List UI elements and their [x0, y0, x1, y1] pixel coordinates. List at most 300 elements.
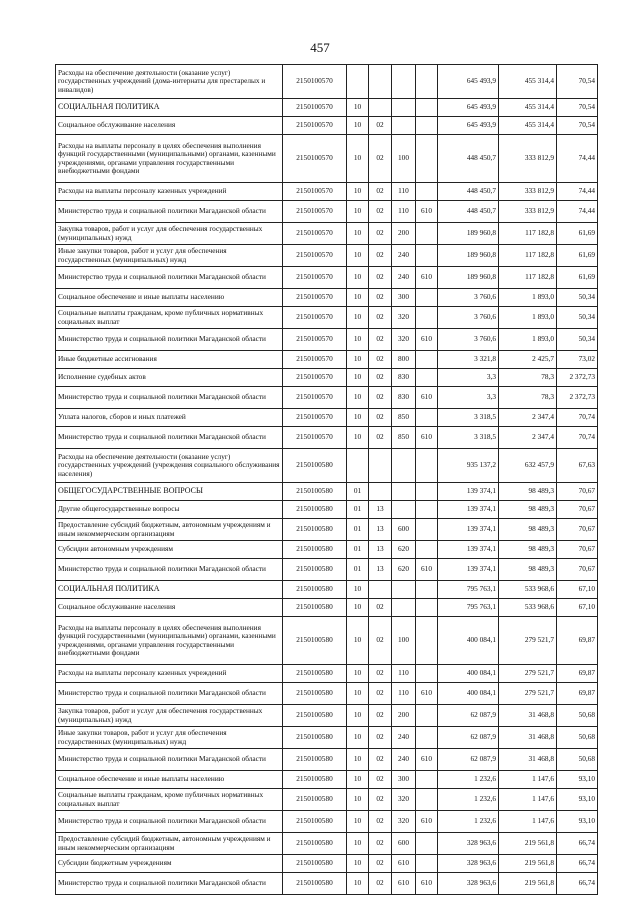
row-name: СОЦИАЛЬНАЯ ПОЛИТИКА	[56, 99, 283, 117]
row-subsection	[369, 65, 392, 99]
row-execution-percent: 2 372,73	[557, 387, 598, 409]
row-expense-type	[392, 599, 416, 617]
row-subsection: 02	[369, 183, 392, 201]
table-row	[56, 665, 598, 683]
row-name: Иные бюджетные ассигнования	[56, 351, 283, 369]
row-execution-percent: 61,69	[557, 223, 598, 245]
row-expense-type	[392, 581, 416, 599]
row-name: Министерство труда и социальной политики Магаданской области	[56, 749, 283, 771]
row-expense-type: 610	[392, 873, 416, 895]
row-name: СОЦИАЛЬНАЯ ПОЛИТИКА	[56, 581, 283, 599]
row-subsection: 02	[369, 201, 392, 223]
row-target-code: 2150100570	[283, 201, 347, 223]
row-subsection: 02	[369, 617, 392, 665]
row-section: 10	[347, 329, 369, 351]
table-row	[56, 501, 598, 519]
row-execution-percent: 70,67	[557, 519, 598, 541]
row-administrator: 610	[416, 811, 438, 833]
row-section: 10	[347, 665, 369, 683]
row-target-code: 2150100570	[283, 427, 347, 449]
row-subsection: 13	[369, 519, 392, 541]
row-executed-amount: 98 489,3	[499, 501, 557, 519]
row-target-code: 2150100580	[283, 617, 347, 665]
row-administrator	[416, 519, 438, 541]
row-executed-amount: 219 561,8	[499, 833, 557, 855]
table-row	[56, 223, 598, 245]
row-execution-percent: 50,68	[557, 705, 598, 727]
row-execution-percent: 66,74	[557, 833, 598, 855]
row-execution-percent: 69,87	[557, 683, 598, 705]
row-execution-percent: 74,44	[557, 135, 598, 183]
row-section: 10	[347, 223, 369, 245]
row-target-code: 2150100570	[283, 369, 347, 387]
row-target-code: 2150100570	[283, 409, 347, 427]
row-planned-amount: 328 963,6	[438, 833, 499, 855]
table-row	[56, 771, 598, 789]
row-target-code: 2150100580	[283, 483, 347, 501]
row-name: Иные закупки товаров, работ и услуг для обеспечения государственных (муниципальных) нужд	[56, 245, 283, 267]
row-planned-amount: 3,3	[438, 387, 499, 409]
row-administrator: 610	[416, 683, 438, 705]
row-executed-amount: 455 314,4	[499, 99, 557, 117]
row-subsection: 13	[369, 559, 392, 581]
table-row	[56, 483, 598, 501]
row-executed-amount: 279 521,7	[499, 665, 557, 683]
row-expense-type: 610	[392, 855, 416, 873]
row-planned-amount: 139 374,1	[438, 483, 499, 501]
row-execution-percent: 70,67	[557, 541, 598, 559]
row-execution-percent: 93,10	[557, 771, 598, 789]
row-name: Министерство труда и социальной политики Магаданской области	[56, 329, 283, 351]
row-section: 10	[347, 599, 369, 617]
row-expense-type: 850	[392, 409, 416, 427]
row-target-code: 2150100580	[283, 727, 347, 749]
row-section: 10	[347, 833, 369, 855]
row-planned-amount: 3 760,6	[438, 307, 499, 329]
row-target-code: 2150100580	[283, 559, 347, 581]
row-executed-amount: 533 968,6	[499, 581, 557, 599]
row-expense-type: 320	[392, 329, 416, 351]
row-target-code: 2150100580	[283, 873, 347, 895]
table-row	[56, 65, 598, 99]
row-subsection	[369, 449, 392, 483]
row-planned-amount: 139 374,1	[438, 541, 499, 559]
row-execution-percent: 66,74	[557, 873, 598, 895]
row-section	[347, 449, 369, 483]
row-planned-amount: 448 450,7	[438, 201, 499, 223]
row-expense-type: 240	[392, 727, 416, 749]
row-section: 10	[347, 99, 369, 117]
row-planned-amount: 139 374,1	[438, 501, 499, 519]
row-section: 01	[347, 483, 369, 501]
row-execution-percent: 67,63	[557, 449, 598, 483]
row-expense-type: 200	[392, 705, 416, 727]
row-planned-amount: 1 232,6	[438, 811, 499, 833]
row-target-code: 2150100580	[283, 683, 347, 705]
table-row	[56, 409, 598, 427]
row-expense-type: 300	[392, 771, 416, 789]
row-execution-percent: 50,34	[557, 329, 598, 351]
row-execution-percent: 69,87	[557, 665, 598, 683]
row-name: ОБЩЕГОСУДАРСТВЕННЫЕ ВОПРОСЫ	[56, 483, 283, 501]
row-name: Министерство труда и социальной политики Магаданской области	[56, 267, 283, 289]
row-subsection: 02	[369, 771, 392, 789]
row-subsection: 02	[369, 409, 392, 427]
row-section: 10	[347, 245, 369, 267]
row-planned-amount: 645 493,9	[438, 99, 499, 117]
row-expense-type: 110	[392, 665, 416, 683]
row-executed-amount: 333 812,9	[499, 201, 557, 223]
row-section: 10	[347, 307, 369, 329]
row-expense-type: 110	[392, 201, 416, 223]
table-row	[56, 307, 598, 329]
row-target-code: 2150100570	[283, 183, 347, 201]
row-planned-amount: 139 374,1	[438, 559, 499, 581]
row-executed-amount: 2 347,4	[499, 409, 557, 427]
row-executed-amount: 78,3	[499, 369, 557, 387]
row-name: Субсидии бюджетным учреждениям	[56, 855, 283, 873]
table-row	[56, 789, 598, 811]
row-subsection: 02	[369, 223, 392, 245]
table-row	[56, 581, 598, 599]
row-section: 10	[347, 811, 369, 833]
table-row	[56, 855, 598, 873]
row-executed-amount: 2 425,7	[499, 351, 557, 369]
row-administrator: 610	[416, 873, 438, 895]
row-administrator	[416, 771, 438, 789]
row-section: 10	[347, 727, 369, 749]
row-section: 10	[347, 267, 369, 289]
row-expense-type	[392, 117, 416, 135]
row-execution-percent: 70,54	[557, 117, 598, 135]
row-section: 10	[347, 387, 369, 409]
budget-table	[55, 64, 598, 895]
row-target-code: 2150100570	[283, 99, 347, 117]
row-expense-type: 620	[392, 541, 416, 559]
row-executed-amount: 219 561,8	[499, 873, 557, 895]
row-target-code: 2150100570	[283, 289, 347, 307]
table-row	[56, 541, 598, 559]
row-executed-amount: 1 147,6	[499, 771, 557, 789]
row-execution-percent: 67,10	[557, 581, 598, 599]
row-administrator	[416, 833, 438, 855]
table-row	[56, 329, 598, 351]
row-administrator	[416, 449, 438, 483]
row-section: 10	[347, 351, 369, 369]
row-target-code: 2150100580	[283, 519, 347, 541]
row-subsection: 02	[369, 267, 392, 289]
row-executed-amount: 98 489,3	[499, 541, 557, 559]
row-name: Социальное обслуживание населения	[56, 117, 283, 135]
row-administrator	[416, 599, 438, 617]
row-planned-amount: 645 493,9	[438, 117, 499, 135]
row-planned-amount: 400 084,1	[438, 665, 499, 683]
row-expense-type: 100	[392, 617, 416, 665]
row-execution-percent: 2 372,73	[557, 369, 598, 387]
row-target-code: 2150100580	[283, 705, 347, 727]
row-planned-amount: 139 374,1	[438, 519, 499, 541]
table-row	[56, 617, 598, 665]
row-expense-type: 110	[392, 683, 416, 705]
table-row	[56, 99, 598, 117]
row-execution-percent: 74,44	[557, 183, 598, 201]
row-executed-amount: 533 968,6	[499, 599, 557, 617]
row-subsection: 02	[369, 833, 392, 855]
row-planned-amount: 795 763,1	[438, 599, 499, 617]
row-name: Социальное обеспечение и иные выплаты населению	[56, 771, 283, 789]
table-body	[56, 65, 598, 895]
row-planned-amount: 62 087,9	[438, 749, 499, 771]
row-executed-amount: 117 182,8	[499, 267, 557, 289]
row-execution-percent: 66,74	[557, 855, 598, 873]
row-execution-percent: 50,34	[557, 307, 598, 329]
row-planned-amount: 3 318,5	[438, 427, 499, 449]
row-section: 10	[347, 183, 369, 201]
row-administrator: 610	[416, 559, 438, 581]
row-administrator	[416, 245, 438, 267]
row-name: Другие общегосударственные вопросы	[56, 501, 283, 519]
row-name: Предоставление субсидий бюджетным, автономным учреждениям и иным некоммерческим организациям	[56, 833, 283, 855]
table-row	[56, 369, 598, 387]
row-target-code: 2150100580	[283, 855, 347, 873]
row-administrator	[416, 183, 438, 201]
row-planned-amount: 448 450,7	[438, 135, 499, 183]
row-administrator	[416, 665, 438, 683]
row-executed-amount: 219 561,8	[499, 855, 557, 873]
row-subsection	[369, 581, 392, 599]
row-section: 10	[347, 617, 369, 665]
row-name: Министерство труда и социальной политики Магаданской области	[56, 201, 283, 223]
row-subsection: 02	[369, 683, 392, 705]
table-row	[56, 519, 598, 541]
row-expense-type: 240	[392, 245, 416, 267]
row-execution-percent: 93,10	[557, 789, 598, 811]
row-administrator: 610	[416, 201, 438, 223]
row-subsection: 02	[369, 599, 392, 617]
row-administrator	[416, 501, 438, 519]
row-planned-amount: 645 493,9	[438, 65, 499, 99]
table-row	[56, 449, 598, 483]
row-section: 10	[347, 135, 369, 183]
row-name: Расходы на выплаты персоналу в целях обеспечения выполнения функций государственными (муниципальными) органами, казенными учреждениями, органами управления государственными внебюджетными фондами	[56, 617, 283, 665]
table-row	[56, 201, 598, 223]
row-target-code: 2150100580	[283, 449, 347, 483]
row-expense-type	[392, 501, 416, 519]
row-execution-percent: 70,74	[557, 409, 598, 427]
row-name: Расходы на выплаты персоналу в целях обеспечения выполнения функций государственными (муниципальными) органами, казенными учреждениями, органами управления государственными внебюджетными фондами	[56, 135, 283, 183]
row-planned-amount: 400 084,1	[438, 683, 499, 705]
page-number: 457	[310, 40, 330, 55]
row-expense-type: 600	[392, 833, 416, 855]
row-administrator	[416, 135, 438, 183]
row-target-code: 2150100580	[283, 501, 347, 519]
row-executed-amount: 78,3	[499, 387, 557, 409]
row-name: Уплата налогов, сборов и иных платежей	[56, 409, 283, 427]
row-administrator	[416, 99, 438, 117]
row-executed-amount: 31 468,8	[499, 705, 557, 727]
row-subsection: 02	[369, 427, 392, 449]
row-section: 10	[347, 201, 369, 223]
row-target-code: 2150100580	[283, 789, 347, 811]
row-execution-percent: 61,69	[557, 245, 598, 267]
row-target-code: 2150100580	[283, 581, 347, 599]
row-expense-type: 200	[392, 223, 416, 245]
table-row	[56, 289, 598, 307]
row-planned-amount: 3 760,6	[438, 329, 499, 351]
row-planned-amount: 62 087,9	[438, 705, 499, 727]
row-administrator	[416, 351, 438, 369]
row-name: Министерство труда и социальной политики Магаданской области	[56, 559, 283, 581]
row-subsection: 02	[369, 351, 392, 369]
row-executed-amount: 98 489,3	[499, 559, 557, 581]
row-executed-amount: 1 147,6	[499, 811, 557, 833]
row-target-code: 2150100580	[283, 811, 347, 833]
row-name: Предоставление субсидий бюджетным, автономным учреждениям и иным некоммерческим организациям	[56, 519, 283, 541]
row-name: Субсидии автономным учреждениям	[56, 541, 283, 559]
row-section: 01	[347, 559, 369, 581]
row-expense-type: 110	[392, 183, 416, 201]
row-administrator	[416, 65, 438, 99]
row-administrator: 610	[416, 427, 438, 449]
row-expense-type: 240	[392, 749, 416, 771]
row-execution-percent: 70,54	[557, 65, 598, 99]
row-execution-percent: 93,10	[557, 811, 598, 833]
row-target-code: 2150100570	[283, 65, 347, 99]
row-expense-type: 100	[392, 135, 416, 183]
row-target-code: 2150100570	[283, 117, 347, 135]
row-execution-percent: 70,67	[557, 501, 598, 519]
row-subsection	[369, 99, 392, 117]
row-target-code: 2150100570	[283, 307, 347, 329]
table-row	[56, 833, 598, 855]
row-section: 10	[347, 771, 369, 789]
row-expense-type: 300	[392, 289, 416, 307]
row-administrator	[416, 727, 438, 749]
row-target-code: 2150100580	[283, 749, 347, 771]
row-expense-type: 600	[392, 519, 416, 541]
row-name: Расходы на выплаты персоналу казенных учреждений	[56, 183, 283, 201]
row-subsection: 02	[369, 245, 392, 267]
row-section: 10	[347, 427, 369, 449]
row-planned-amount: 935 137,2	[438, 449, 499, 483]
row-executed-amount: 31 468,8	[499, 749, 557, 771]
row-expense-type: 320	[392, 811, 416, 833]
row-administrator	[416, 705, 438, 727]
row-administrator	[416, 369, 438, 387]
row-subsection: 13	[369, 541, 392, 559]
row-execution-percent: 50,34	[557, 289, 598, 307]
row-planned-amount: 3 760,6	[438, 289, 499, 307]
row-expense-type: 320	[392, 307, 416, 329]
row-administrator	[416, 617, 438, 665]
row-name: Исполнение судебных актов	[56, 369, 283, 387]
row-executed-amount: 117 182,8	[499, 245, 557, 267]
table-row	[56, 683, 598, 705]
row-execution-percent: 70,67	[557, 559, 598, 581]
row-planned-amount: 62 087,9	[438, 727, 499, 749]
row-execution-percent: 69,87	[557, 617, 598, 665]
row-section: 10	[347, 117, 369, 135]
table-row	[56, 873, 598, 895]
row-name: Закупка товаров, работ и услуг для обеспечения государственных (муниципальных) нужд	[56, 223, 283, 245]
table-row	[56, 267, 598, 289]
row-section: 10	[347, 855, 369, 873]
row-section	[347, 65, 369, 99]
row-executed-amount: 31 468,8	[499, 727, 557, 749]
row-administrator	[416, 409, 438, 427]
row-expense-type	[392, 483, 416, 501]
row-administrator: 610	[416, 267, 438, 289]
row-target-code: 2150100580	[283, 541, 347, 559]
row-planned-amount: 1 232,6	[438, 789, 499, 811]
row-target-code: 2150100570	[283, 351, 347, 369]
row-expense-type: 320	[392, 789, 416, 811]
row-section: 01	[347, 519, 369, 541]
row-name: Министерство труда и социальной политики Магаданской области	[56, 811, 283, 833]
row-name: Закупка товаров, работ и услуг для обеспечения государственных (муниципальных) нужд	[56, 705, 283, 727]
row-administrator	[416, 289, 438, 307]
row-subsection: 02	[369, 369, 392, 387]
row-subsection: 02	[369, 665, 392, 683]
table-row	[56, 427, 598, 449]
row-target-code: 2150100580	[283, 771, 347, 789]
row-execution-percent: 74,44	[557, 201, 598, 223]
row-section: 10	[347, 409, 369, 427]
row-subsection	[369, 483, 392, 501]
row-target-code: 2150100580	[283, 665, 347, 683]
row-subsection: 02	[369, 329, 392, 351]
table-row	[56, 559, 598, 581]
row-expense-type: 800	[392, 351, 416, 369]
row-section: 10	[347, 289, 369, 307]
row-execution-percent: 50,68	[557, 749, 598, 771]
row-execution-percent: 50,68	[557, 727, 598, 749]
row-section: 10	[347, 581, 369, 599]
row-target-code: 2150100570	[283, 135, 347, 183]
row-name: Министерство труда и социальной политики Магаданской области	[56, 683, 283, 705]
row-administrator: 610	[416, 387, 438, 409]
table-row	[56, 727, 598, 749]
row-section: 10	[347, 705, 369, 727]
row-executed-amount: 333 812,9	[499, 135, 557, 183]
row-executed-amount: 455 314,4	[499, 117, 557, 135]
row-name: Социальные выплаты гражданам, кроме публичных нормативных социальных выплат	[56, 307, 283, 329]
row-target-code: 2150100570	[283, 329, 347, 351]
row-administrator	[416, 855, 438, 873]
row-execution-percent: 70,54	[557, 99, 598, 117]
row-administrator	[416, 789, 438, 811]
row-executed-amount: 632 457,9	[499, 449, 557, 483]
row-name: Социальное обеспечение и иные выплаты населению	[56, 289, 283, 307]
row-planned-amount: 328 963,6	[438, 873, 499, 895]
row-administrator	[416, 223, 438, 245]
row-executed-amount: 98 489,3	[499, 483, 557, 501]
table-row	[56, 749, 598, 771]
row-executed-amount: 1 893,0	[499, 289, 557, 307]
table-row	[56, 705, 598, 727]
row-executed-amount: 98 489,3	[499, 519, 557, 541]
row-executed-amount: 333 812,9	[499, 183, 557, 201]
table-row	[56, 245, 598, 267]
row-target-code: 2150100580	[283, 833, 347, 855]
row-executed-amount: 279 521,7	[499, 617, 557, 665]
row-subsection: 02	[369, 873, 392, 895]
row-execution-percent: 70,67	[557, 483, 598, 501]
table-row	[56, 387, 598, 409]
table-row	[56, 811, 598, 833]
row-administrator	[416, 483, 438, 501]
row-administrator	[416, 581, 438, 599]
